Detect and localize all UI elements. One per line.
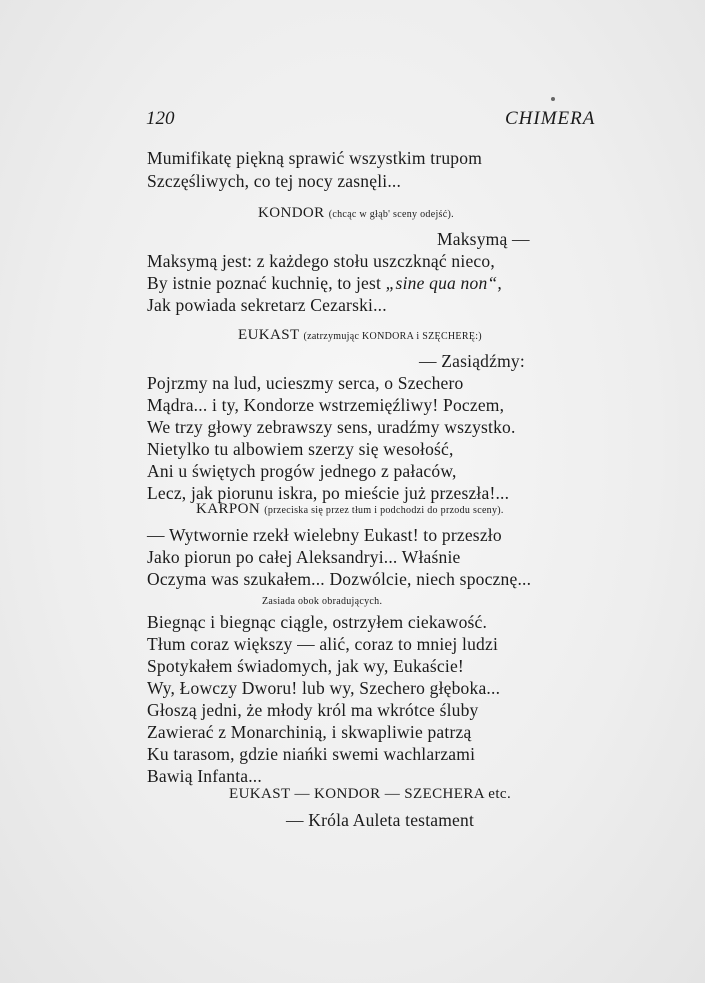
speaker-heading — [238, 327, 482, 344]
stage-direction: (przeciska się przez tłum i podchodzi do przodu sceny). — [264, 505, 504, 516]
speaker-name: KONDOR — [258, 205, 325, 221]
stage-direction: (chcąc w głąb' sceny odejść). — [328, 209, 454, 220]
half-line: — Zasiądźmy: — [419, 351, 525, 371]
verse-line: Maksymą jest: z każdego stołu uszczknąć nieco, — [147, 251, 495, 271]
verse-line: Spotykałem świadomych, jak wy, Eukaście! — [147, 656, 464, 676]
verse-line: Szczęśliwych, co tej nocy zasnęli... — [147, 171, 402, 191]
stage-direction: Zasiada obok obradujących. — [262, 596, 383, 607]
verse-line: Wy, Łowczy Dworu! lub wy, Szechero głęboka... — [147, 678, 501, 698]
speaker-heading — [258, 205, 454, 222]
verse-line: Nietylko tu albowiem szerzy się wesołość, — [147, 439, 454, 459]
verse-line: Pojrzmy na lud, ucieszmy serca, o Szechero — [147, 373, 464, 393]
running-title: CHIMERA — [505, 108, 596, 129]
half-line: — Króla Auleta testament — [286, 810, 475, 830]
verse-line: Ku tarasom, gdzie niańki swemi wachlarzami — [147, 744, 476, 764]
verse-line: Oczyma was szukałem... Dozwólcie, niech spocznę... — [147, 569, 532, 589]
half-line: Maksymą — — [437, 229, 530, 249]
verse-line: Jako piorun po całej Aleksandryi... Właśnie — [147, 547, 461, 567]
latin-phrase: „sine qua non“, — [385, 273, 502, 293]
verse-line — [147, 272, 502, 294]
stage-direction: (zatrzymując KONDORA i SZĘCHERĘ:) — [303, 331, 482, 342]
speaker-heading: EUKAST — KONDOR — SZECHERA etc. — [229, 786, 512, 802]
verse-text: By istnie poznać kuchnię, to jest — [147, 273, 386, 293]
verse-line: Jak powiada sekretarz Cezarski... — [147, 295, 387, 315]
speaker-name: KARPON — [196, 501, 261, 517]
verse-line: Tłum coraz większy — alić, coraz to mniej ludzi — [147, 634, 499, 654]
verse-line: Zawierać z Monarchinią, i skwapliwie patrzą — [147, 722, 472, 742]
verse-line: Biegnąc i biegnąc ciągle, ostrzyłem ciekawość. — [147, 612, 488, 632]
verse-line: Bawią Infanta... — [147, 766, 262, 786]
verse-line: We trzy głowy zebrawszy sens, uradźmy wszystko. — [147, 417, 516, 437]
verse-line: Ani u świętych progów jednego z pałaców, — [147, 461, 457, 481]
verse-line: Lecz, jak piorunu iskra, po mieście już przeszła!... — [147, 483, 510, 503]
ink-speck — [551, 97, 555, 101]
verse-line: Mumifikatę piękną sprawić wszystkim trupom — [147, 148, 483, 168]
verse-line: Głoszą jedni, że młody król ma wkrótce śluby — [147, 700, 479, 720]
verse-line: — Wytwornie rzekł wielebny Eukast! to przeszło — [147, 525, 502, 545]
speaker-name: EUKAST — [238, 327, 300, 343]
speaker-heading — [196, 501, 504, 518]
page-number: 120 — [146, 108, 175, 129]
verse-line: Mądra... i ty, Kondorze wstrzemięźliwy! Poczem, — [147, 395, 505, 415]
